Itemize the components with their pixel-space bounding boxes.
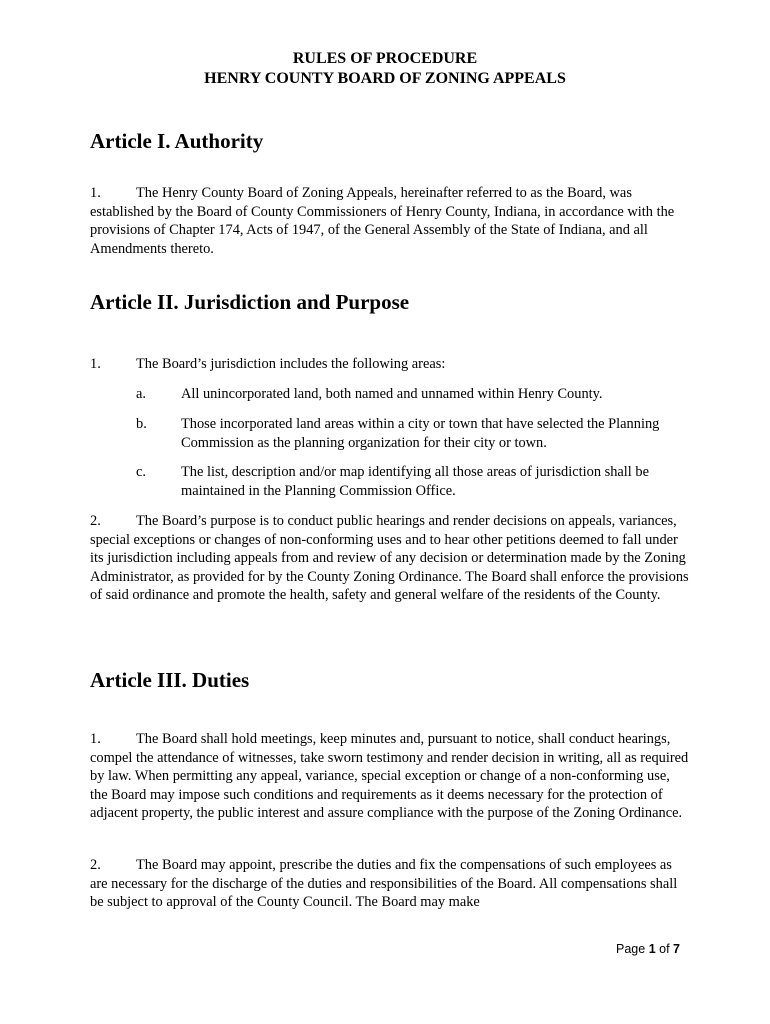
- page-label: Page: [616, 942, 646, 956]
- article-1-paragraph-1: [90, 184, 690, 258]
- page-number-footer: [616, 942, 680, 956]
- current-page: 1: [648, 942, 656, 956]
- item-text: All unincorporated land, both named and unnamed within Henry County.: [181, 386, 603, 402]
- total-pages: 7: [673, 942, 680, 956]
- article-2-paragraph-1: [90, 355, 690, 374]
- article-2-paragraph-2: [90, 512, 690, 605]
- jurisdiction-item-b: [136, 415, 696, 452]
- page-of: of: [659, 942, 670, 956]
- paragraph-text: The Board’s jurisdiction includes the following areas:: [136, 356, 446, 372]
- paragraph-text: The Board may appoint, prescribe the duties and fix the compensations of such employees as are necessary for the discharge of the duties and responsibilities of the Board. All compensations shall be subject to approval of the County Council. The Board may make: [90, 857, 678, 911]
- article-3-paragraph-1: [90, 730, 690, 823]
- paragraph-text: The Board’s purpose is to conduct public hearings and render decisions on appeals, variances, special exceptions or changes of non-conforming uses and to hear other petitions deemed to fall under its jurisdiction including appeals from and review of any decision or determination made by the Zoning Administrator, as provided for by the County Zoning Ordinance. The Board shall enforce the provisions of said ordinance and promote the health, safety and general welfare of the residents of the County.: [90, 513, 689, 604]
- document-title-line-1: RULES OF PROCEDURE: [292, 50, 478, 67]
- item-marker: b.: [136, 416, 147, 432]
- article-1-heading: Article I. Authority: [90, 129, 264, 153]
- jurisdiction-item-c: [136, 463, 696, 500]
- paragraph-text: The Henry County Board of Zoning Appeals, hereinafter referred to as the Board, was established by the Board of County Commissioners of Henry County, Indiana, in accordance with the provisions of Chapter 174, Acts of 1947, of the General Assembly of the State of Indiana, and all Amendments thereto.: [90, 185, 675, 257]
- paragraph-number: 1.: [90, 185, 101, 201]
- jurisdiction-item-a: [136, 385, 696, 404]
- paragraph-text: The Board shall hold meetings, keep minutes and, pursuant to notice, shall conduct hearings, compel the attendance of witnesses, take sworn testimony and render decision in writing, all as required by law. When permitting any appeal, variance, special exception or change of a non-conforming use, the Board may impose such conditions and requirements as it deems necessary for the protection of adjacent property, the public interest and assure compliance with the purpose of the Zoning Ordinance.: [90, 731, 689, 822]
- paragraph-number: 2.: [90, 857, 101, 873]
- document-title-line-2: HENRY COUNTY BOARD OF ZONING APPEALS: [204, 70, 566, 87]
- article-2-heading: Article II. Jurisdiction and Purpose: [90, 290, 410, 314]
- paragraph-number: 2.: [90, 513, 101, 529]
- item-marker: a.: [136, 386, 146, 402]
- article-3-heading: Article III. Duties: [90, 668, 250, 692]
- paragraph-number: 1.: [90, 731, 101, 747]
- article-3-paragraph-2: [90, 856, 690, 912]
- paragraph-number: 1.: [90, 356, 101, 372]
- item-text: The list, description and/or map identifying all those areas of jurisdiction shall be maintained in the Planning Commission Office.: [181, 464, 649, 499]
- item-marker: c.: [136, 464, 146, 480]
- item-text: Those incorporated land areas within a city or town that have selected the Planning Commission as the planning organization for their city or town.: [181, 416, 660, 451]
